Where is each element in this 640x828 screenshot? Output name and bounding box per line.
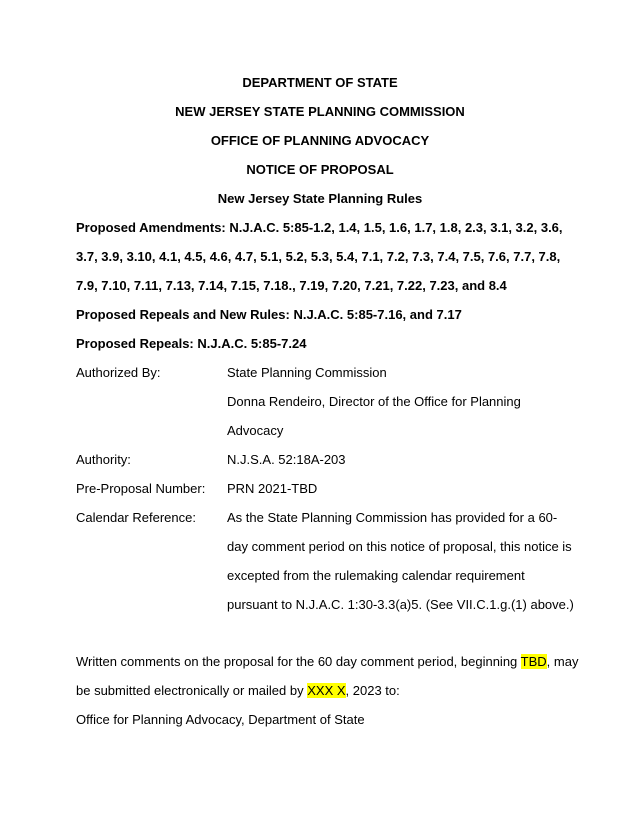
notice-heading: NOTICE OF PROPOSAL	[246, 162, 394, 177]
comments-line-1	[76, 654, 578, 669]
highlight-date: XXX X	[307, 683, 346, 698]
amendments-line-2: 3.7, 3.9, 3.10, 4.1, 4.5, 4.6, 4.7, 5.1, 5.2, 5.3, 5.4, 7.1, 7.2, 7.3, 7.4, 7.5, 7.6, 7.7, 7.8,	[76, 249, 561, 264]
amendments-line-1: Proposed Amendments: N.J.A.C. 5:85-1.2, 1.4, 1.5, 1.6, 1.7, 1.8, 2.3, 3.1, 3.2, 3.6,	[76, 220, 563, 235]
commission-heading: NEW JERSEY STATE PLANNING COMMISSION	[175, 104, 465, 119]
comments-line-2-end: , 2023 to:	[345, 683, 400, 698]
comments-line-2-text: be submitted electronically or mailed by	[76, 683, 308, 698]
calendar-label: Calendar Reference:	[76, 510, 196, 525]
authorized-value-3: Advocacy	[227, 423, 284, 438]
preproposal-label: Pre-Proposal Number:	[76, 481, 206, 496]
authorized-value-2: Donna Rendeiro, Director of the Office for Planning	[227, 394, 521, 409]
calendar-value-3: excepted from the rulemaking calendar requirement	[227, 568, 525, 583]
authorized-label: Authorized By:	[76, 365, 161, 380]
repeals-new-rules: Proposed Repeals and New Rules: N.J.A.C. 5:85-7.16, and 7.17	[76, 307, 462, 322]
comments-line-1-text: Written comments on the proposal for the 60 day comment period, beginning	[76, 654, 521, 669]
comments-line-2	[76, 683, 400, 698]
authority-value: N.J.S.A. 52:18A-203	[227, 452, 346, 467]
calendar-value-1: As the State Planning Commission has provided for a 60-	[227, 510, 558, 525]
authority-label: Authority:	[76, 452, 131, 467]
repeals: Proposed Repeals: N.J.A.C. 5:85-7.24	[76, 336, 307, 351]
rules-title: New Jersey State Planning Rules	[217, 191, 423, 206]
department-heading: DEPARTMENT OF STATE	[242, 75, 398, 90]
comments-line-3: Office for Planning Advocacy, Department of State	[76, 712, 365, 727]
authorized-value-1: State Planning Commission	[227, 365, 387, 380]
preproposal-value: PRN 2021-TBD	[227, 481, 318, 496]
amendments-line-3: 7.9, 7.10, 7.11, 7.13, 7.14, 7.15, 7.18., 7.19, 7.20, 7.21, 7.22, 7.23, and 8.4	[76, 278, 507, 293]
comments-line-1-end: , may	[546, 654, 579, 669]
highlight-tbd: TBD	[520, 654, 547, 669]
calendar-value-4: pursuant to N.J.A.C. 1:30-3.3(a)5. (See VII.C.1.g.(1) above.)	[227, 597, 574, 612]
office-heading: OFFICE OF PLANNING ADVOCACY	[210, 133, 430, 148]
calendar-value-2: day comment period on this notice of proposal, this notice is	[227, 539, 572, 554]
